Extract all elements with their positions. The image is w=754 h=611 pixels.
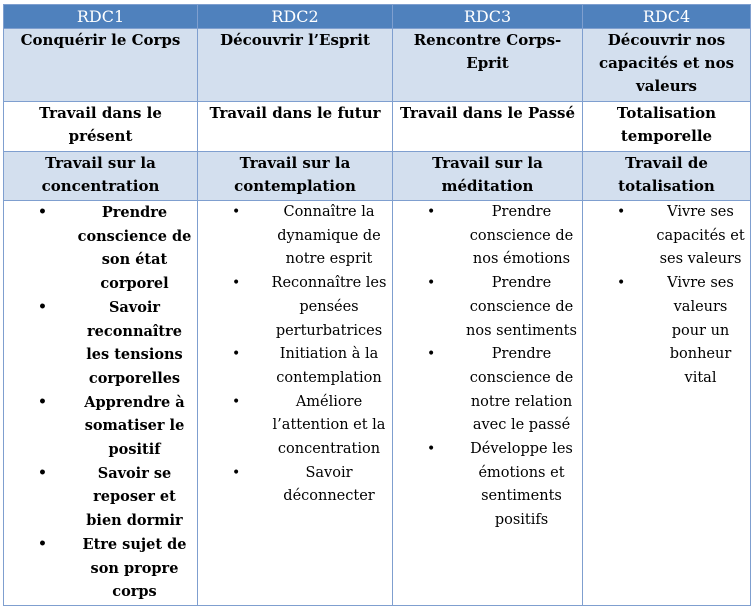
bullet-icon: • — [427, 204, 436, 220]
bullet-icon: • — [38, 298, 47, 315]
header-row — [4, 5, 751, 29]
list-item: • Prendre conscience de notre relation avec le passé — [397, 343, 578, 438]
bullet-list — [202, 201, 388, 509]
temporal-rdc4: Totalisation temporelle — [583, 102, 751, 152]
list-item: • Initiation à la contemplation — [202, 343, 388, 390]
list-item: • Vivre ses capacités et ses valeurs — [587, 201, 746, 272]
objectives-row — [4, 201, 751, 606]
objectives-rdc2 — [198, 201, 393, 606]
bullet-icon: • — [232, 393, 241, 410]
list-item: • Savoir reconnaître les tensions corporelles — [8, 296, 193, 391]
temporal-rdc1: Travail dans le présent — [4, 102, 198, 152]
header-rdc1: RDC1 — [4, 5, 198, 29]
temporal-rdc2: Travail dans le futur — [198, 102, 393, 152]
work-rdc3: Travail sur la méditation — [393, 152, 583, 201]
list-item: • Apprendre à somatiser le positif — [8, 391, 193, 462]
list-item: • Développe les émotions et sentiments positifs — [397, 438, 578, 533]
work-row — [4, 152, 751, 201]
header-rdc4: RDC4 — [583, 5, 751, 29]
header-rdc2: RDC2 — [198, 5, 393, 29]
bullet-list — [397, 201, 578, 533]
bullet-list — [587, 201, 746, 391]
bullet-icon: • — [617, 204, 626, 220]
work-rdc4: Travail de totalisation — [583, 152, 751, 201]
list-item: • Prendre conscience de nos émotions — [397, 201, 578, 272]
title-rdc1: Conquérir le Corps — [4, 29, 198, 102]
bullet-icon: • — [38, 204, 47, 220]
bullet-icon: • — [38, 535, 47, 552]
list-item: • Savoir se reposer et bien dormir — [8, 462, 193, 533]
list-item: • Savoir déconnecter — [202, 462, 388, 509]
bullet-list — [8, 201, 193, 604]
temporal-rdc3: Travail dans le Passé — [393, 102, 583, 152]
objectives-rdc3 — [393, 201, 583, 606]
bullet-icon: • — [427, 346, 436, 363]
bullet-icon: • — [232, 204, 241, 220]
bullet-icon: • — [38, 393, 47, 410]
bullet-icon: • — [232, 275, 241, 292]
title-row — [4, 29, 751, 102]
header-rdc3: RDC3 — [393, 5, 583, 29]
rdc-program-table — [3, 4, 751, 606]
title-rdc4: Découvrir nos capacités et nos valeurs — [583, 29, 751, 102]
objectives-rdc4 — [583, 201, 751, 606]
objectives-rdc1 — [4, 201, 198, 606]
list-item: • Etre sujet de son propre corps — [8, 533, 193, 604]
temporal-row — [4, 102, 751, 152]
bullet-icon: • — [427, 441, 436, 458]
bullet-icon: • — [617, 275, 626, 292]
list-item: • Améliore l’attention et la concentration — [202, 391, 388, 462]
list-item: • Prendre conscience de son état corporel — [8, 201, 193, 296]
list-item: • Vivre ses valeurs pour un bonheur vital — [587, 272, 746, 391]
title-rdc3: Rencontre Corps-Eprit — [393, 29, 583, 102]
bullet-icon: • — [232, 464, 241, 481]
work-rdc2: Travail sur la contemplation — [198, 152, 393, 201]
bullet-icon: • — [38, 464, 47, 481]
title-rdc2: Découvrir l’Esprit — [198, 29, 393, 102]
list-item: • Reconnaître les pensées perturbatrices — [202, 272, 388, 343]
list-item: • Connaître la dynamique de notre esprit — [202, 201, 388, 272]
bullet-icon: • — [232, 346, 241, 363]
list-item: • Prendre conscience de nos sentiments — [397, 272, 578, 343]
bullet-icon: • — [427, 275, 436, 292]
work-rdc1: Travail sur la concentration — [4, 152, 198, 201]
